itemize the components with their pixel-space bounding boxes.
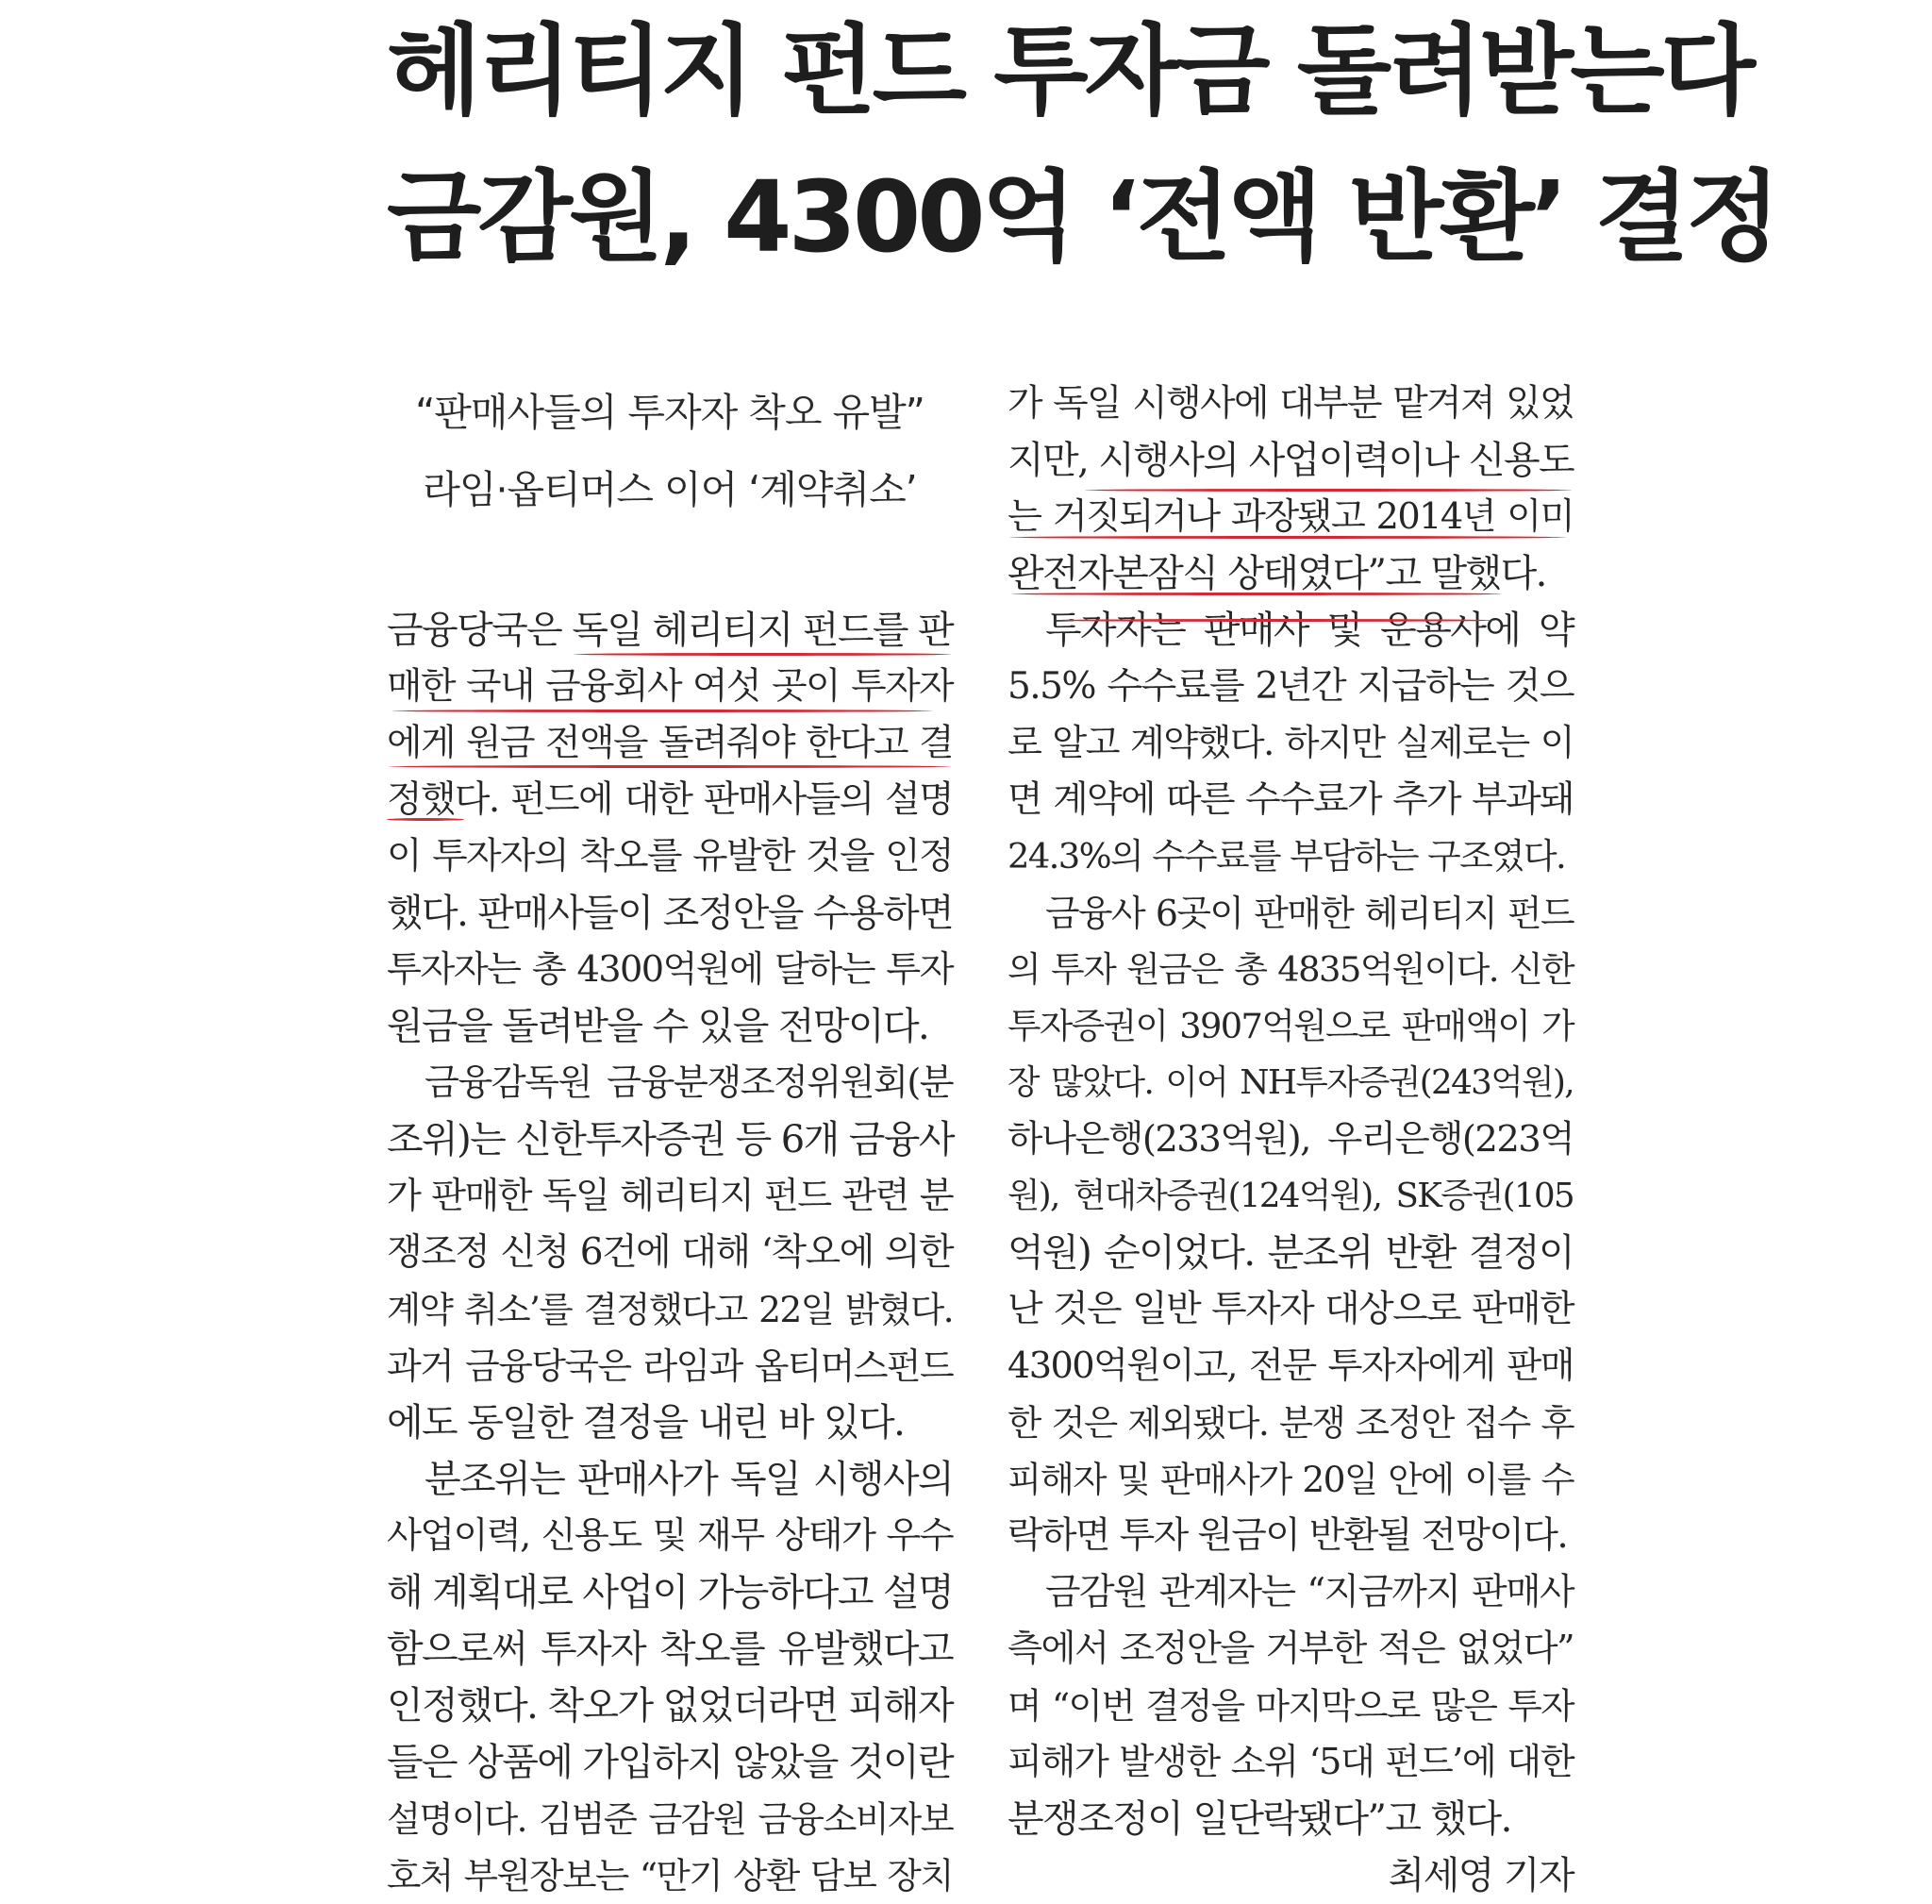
body-line: 정했다. 펀드에 대한 판매사들의 설명 bbox=[387, 778, 953, 821]
body-line: 억원) 순이었다. 분조위 반환 결정이 bbox=[1008, 1231, 1574, 1275]
body-line: 분조위는 판매사가 독일 시행사의 bbox=[425, 1458, 953, 1501]
body-line: 호처 부원장보는 “만기 상환 담보 장치 bbox=[387, 1855, 953, 1896]
red-pen-underline bbox=[387, 818, 464, 821]
body-line: 지만, 시행사의 사업이력이나 신용도 bbox=[1008, 439, 1574, 482]
body-line: 금융사 6곳이 판매한 헤리티지 펀드 bbox=[1045, 893, 1574, 934]
subhead-line-2: 라임·옵티머스 이어 ‘계약취소’ bbox=[423, 467, 917, 512]
body-line: 조위)는 신한투자증권 등 6개 금융사 bbox=[387, 1118, 954, 1161]
red-pen-underline bbox=[1011, 593, 1502, 595]
body-line: 설명이다. 김범준 금감원 금융소비자보 bbox=[387, 1798, 953, 1840]
body-line: 로 알고 계약했다. 하지만 실제로는 이 bbox=[1008, 723, 1574, 764]
body-line: 과거 금융당국은 라임과 옵티머스펀드 bbox=[387, 1345, 953, 1387]
body-line: 해 계획대로 사업이 가능하다고 설명 bbox=[387, 1571, 954, 1614]
body-line: 들은 상품에 가입하지 않았을 것이란 bbox=[387, 1741, 954, 1784]
red-pen-underline bbox=[1085, 489, 1572, 492]
body-line: 피해자 및 판매사가 20일 안에 이를 수 bbox=[1008, 1459, 1574, 1500]
body-line: 면 계약에 따른 수수료가 추가 부과돼 bbox=[1008, 778, 1574, 821]
body-line: 난 것은 일반 투자자 대상으로 판매한 bbox=[1008, 1288, 1574, 1330]
body-line: 원금을 돌려받을 수 있을 전망이다. bbox=[387, 1005, 929, 1048]
red-pen-underline bbox=[389, 765, 951, 768]
body-line: 사업이력, 신용도 및 재무 상태가 우수 bbox=[387, 1515, 953, 1557]
body-line: 이 투자자의 착오를 유발한 것을 인정 bbox=[387, 835, 953, 877]
body-line: 완전자본잠식 상태였다”고 말했다. bbox=[1008, 552, 1546, 595]
body-line: 매한 국내 금융회사 여섯 곳이 투자자 bbox=[387, 665, 953, 708]
body-line: 가 판매한 독일 헤리티지 펀드 관련 분 bbox=[387, 1176, 953, 1217]
headline-line-2: 금감원, 4300억 ‘전액 반환’ 결정 bbox=[387, 159, 1777, 275]
body-line: 금감원 관계자는 “지금까지 판매사 bbox=[1045, 1571, 1574, 1613]
body-line: 투자자는 판매사 및 운용사에 약 bbox=[1045, 609, 1574, 652]
body-line: 금융감독원 금융분쟁조정위원회(분 bbox=[425, 1061, 953, 1104]
body-line: 는 거짓되거나 과장됐고 2014년 이미 bbox=[1008, 495, 1574, 538]
body-line: 계약 취소’를 결정했다고 22일 밝혔다. bbox=[387, 1289, 953, 1330]
subhead-line-1: “판매사들의 투자자 착오 유발” bbox=[415, 390, 924, 435]
headline-line-1: 헤리티지 펀드 투자금 돌려받는다 bbox=[387, 13, 1753, 128]
body-line: 함으로써 투자자 착오를 유발했다고 bbox=[387, 1628, 953, 1671]
body-line: 투자자는 총 4300억원에 달하는 투자 bbox=[387, 948, 953, 991]
article-column-left bbox=[387, 602, 953, 1904]
body-line: 가 독일 시행사에 대부분 맡겨져 있었 bbox=[1008, 382, 1574, 425]
body-line: 24.3%의 수수료를 부담하는 구조였다. bbox=[1008, 836, 1566, 877]
body-line: 락하면 투자 원금이 반환될 전망이다. bbox=[1008, 1514, 1568, 1557]
byline: 최세영 기자 bbox=[1388, 1854, 1574, 1897]
red-pen-underline bbox=[1053, 619, 1496, 622]
article-column-right bbox=[1008, 376, 1574, 1904]
body-line: 원), 현대차증권(124억원), SK증권(105 bbox=[1008, 1177, 1574, 1215]
body-line: 분쟁조정이 일단락됐다”고 했다. bbox=[1008, 1797, 1511, 1841]
body-line: 5.5% 수수료를 2년간 지급하는 것으 bbox=[1008, 665, 1574, 708]
red-pen-underline bbox=[392, 710, 932, 712]
body-line: 한 것은 제외됐다. 분쟁 조정안 접수 후 bbox=[1008, 1402, 1574, 1444]
red-pen-underline bbox=[574, 653, 951, 656]
body-line: 장 많았다. 이어 NH투자증권(243억원), bbox=[1008, 1063, 1574, 1102]
body-line: 투자증권이 3907억원으로 판매액이 가 bbox=[1008, 1006, 1574, 1046]
body-line: 인정했다. 착오가 없었더라면 피해자 bbox=[387, 1684, 954, 1728]
body-line: 에도 동일한 결정을 내린 바 있다. bbox=[387, 1401, 905, 1445]
red-pen-underline bbox=[1009, 536, 1566, 539]
body-line: 하나은행(233억원), 우리은행(223억 bbox=[1008, 1118, 1574, 1161]
body-line: 의 투자 원금은 총 4835억원이다. 신한 bbox=[1008, 949, 1574, 990]
body-line: 했다. 판매사들이 조정안을 수용하면 bbox=[387, 892, 954, 935]
body-line: 쟁조정 신청 6건에 대해 ‘착오에 의한 bbox=[387, 1231, 953, 1274]
body-line: 에게 원금 전액을 돌려줘야 한다고 결 bbox=[387, 722, 953, 764]
body-line: 측에서 조정안을 거부한 적은 없었다” bbox=[1008, 1628, 1574, 1670]
body-line: 피해가 발생한 소위 ‘5대 펀드’에 대한 bbox=[1008, 1741, 1574, 1783]
body-line: 금융당국은 독일 헤리티지 펀드를 판 bbox=[387, 609, 954, 652]
body-line: 4300억원이고, 전문 투자자에게 판매 bbox=[1008, 1344, 1574, 1387]
body-line: 며 “이번 결정을 마지막으로 많은 투자 bbox=[1008, 1685, 1574, 1727]
